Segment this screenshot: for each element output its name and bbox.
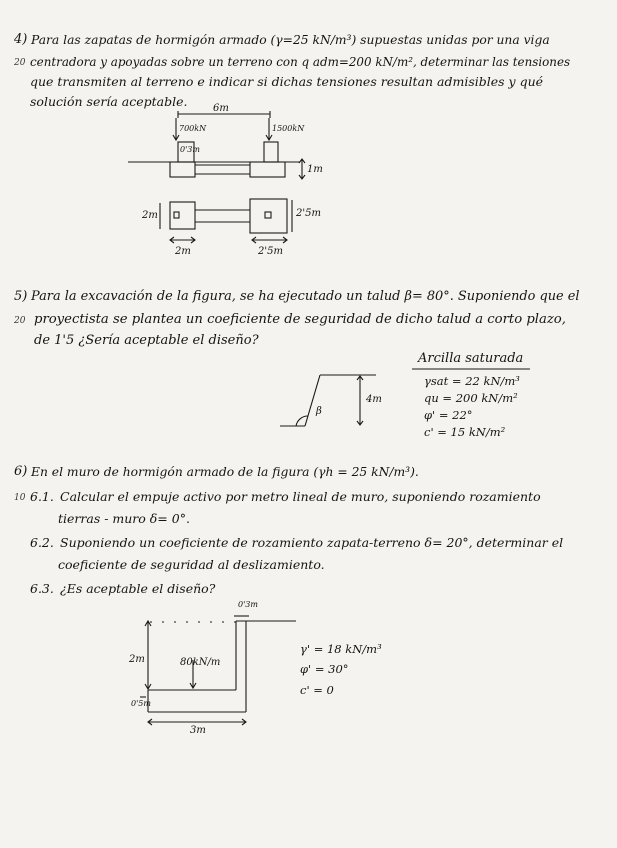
problem-4-line-2: centradora y apoyadas sobre un terreno con q adm=200 kN/m², determinar las tensiones: [30, 55, 571, 69]
problem-6-intro: En el muro de hormigón armado de la figura (γh = 25 kN/m³).: [31, 465, 419, 479]
problem-5-number: 5): [14, 289, 28, 304]
soil-title: Arcilla saturada: [418, 351, 524, 366]
slope-angle-label: β: [316, 406, 322, 417]
soil-prop-qu: qu = 200 kN/m²: [424, 391, 518, 405]
slope-height-label: 4m: [366, 394, 382, 405]
problem-5-line-1: Para la excavación de la figura, se ha ejecutado un talud β= 80°. Suponiendo que el: [31, 289, 580, 304]
problem-4-line-4: solución sería aceptable.: [30, 94, 188, 109]
depth-label: 1m: [307, 164, 323, 175]
plan-width-right-label: 2'5m: [296, 208, 321, 219]
problem-4-number: 4): [14, 32, 28, 47]
problem-4-line-3: que transmiten al terreno e indicar si dichas tensiones resultan admisibles y qué: [30, 74, 544, 89]
soil-prop-phi: φ' = 22°: [424, 408, 473, 422]
problem-6-number: 6): [14, 464, 28, 479]
plan-width-left-label: 2m: [142, 210, 158, 221]
item-6-2-line-1: Suponiendo un coeficiente de rozamiento zapata-terreno δ= 20°, determinar el: [60, 535, 564, 550]
item-6-3-number: 6.3.: [30, 581, 54, 596]
problem-4-line-1: Para las zapatas de hormigón armado (γ=25 kN/m³) supuestas unidas por una viga: [31, 33, 550, 47]
load-left-label: 700kN: [179, 124, 207, 133]
wall-soil-prop-phi: φ' = 30°: [300, 662, 349, 676]
problem-6-margin-score: 10: [14, 493, 26, 503]
wall-soil-prop-gamma: γ' = 18 kN/m³: [300, 642, 382, 656]
item-6-2-number: 6.2.: [30, 535, 54, 550]
problem-5-margin-score: 20: [14, 316, 26, 326]
wall-soil-prop-c: c' = 0: [300, 683, 334, 697]
span-label: 6m: [213, 103, 229, 114]
problem-5-line-3: de 1'5 ¿Sería aceptable el diseño?: [34, 333, 259, 348]
problem-5-line-2: proyectista se plantea un coeficiente de seguridad de dicho talud a corto plazo,: [34, 312, 566, 327]
wall-thickness-label: 0'3m: [238, 600, 258, 609]
soil-prop-gamma-sat: γsat = 22 kN/m³: [424, 374, 520, 388]
plan-length-left-label: 2m: [175, 246, 191, 257]
surcharge-load-label: 80kN/m: [180, 657, 221, 668]
wall-height-label: 2m: [129, 654, 145, 665]
problem-4-margin-score: 20: [14, 58, 26, 68]
item-6-2-line-2: coeficiente de seguridad al deslizamiento.: [58, 557, 325, 572]
item-6-1-line-2: tierras - muro δ= 0°.: [58, 511, 190, 526]
item-6-3-line-1: ¿Es aceptable el diseño?: [60, 581, 216, 596]
base-length-label: 3m: [190, 725, 206, 736]
plan-length-right-label: 2'5m: [258, 246, 283, 257]
load-right-label: 1500kN: [272, 124, 305, 133]
column-width-label: 0'3m: [180, 145, 200, 154]
item-6-1-line-1: Calcular el empuje activo por metro lineal de muro, suponiendo rozamiento: [60, 489, 541, 504]
soil-prop-c: c' = 15 kN/m²: [424, 425, 506, 439]
item-6-1-number: 6.1.: [30, 489, 54, 504]
base-thickness-label: 0'5m: [131, 699, 151, 708]
